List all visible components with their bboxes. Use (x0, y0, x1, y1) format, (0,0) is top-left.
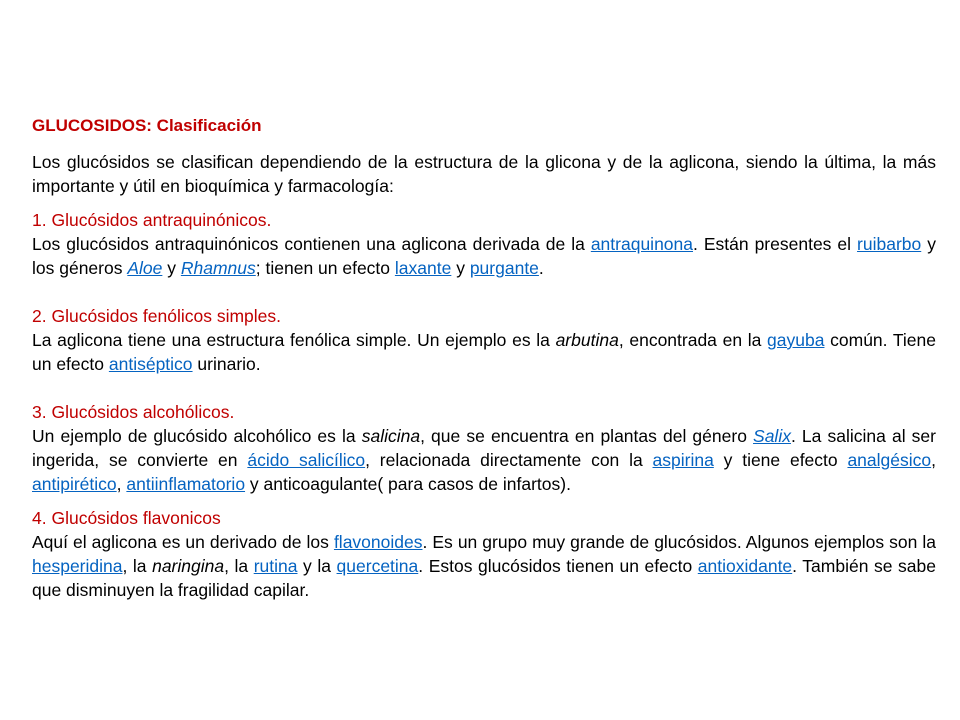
link-flavonoides[interactable]: flavonoides (333, 532, 423, 552)
link-text: Salix (753, 426, 791, 446)
link-laxante[interactable]: laxante (394, 258, 452, 278)
text: Aquí el aglicona es un derivado de los (32, 532, 334, 552)
link-text: Rhamnus (180, 258, 256, 278)
link-antipiretico[interactable]: antipirético (32, 474, 117, 494)
text: , (931, 450, 936, 470)
text: , encontrada en la (618, 330, 768, 350)
text: y (162, 258, 181, 278)
section-antraquinonicos (32, 208, 936, 280)
section-heading: 1. Glucósidos antraquinónicos. (32, 210, 272, 230)
section-body (32, 530, 936, 602)
intro-paragraph (32, 150, 936, 198)
section-body (32, 328, 936, 376)
link-antiseptico[interactable]: antiséptico (108, 354, 193, 374)
text: , relacionada directamente con la (365, 450, 653, 470)
link-analgesico[interactable]: analgésico (847, 450, 932, 470)
text: y la (297, 556, 337, 576)
section-fenolicos (32, 304, 936, 376)
text: Los glucósidos antraquinónicos contienen una aglicona derivada de la (32, 234, 591, 254)
text: . Están presentes el (693, 234, 858, 254)
slide-title: GLUCOSIDOS: Clasificación (32, 116, 262, 135)
text: y anticoagulante( para casos de infartos). (245, 474, 571, 494)
intro-text: Los glucósidos se clasifican dependiendo de la estructura de la glicona y de la aglicona, siendo la última, la más importante y útil en bioquímica y farmacología: (32, 152, 936, 196)
slide-content (32, 114, 936, 602)
text: Un ejemplo de glucósido alcohólico es la (32, 426, 362, 446)
link-salix[interactable] (753, 426, 791, 446)
italic-term: arbutina (555, 330, 619, 350)
text: y los géneros (32, 234, 936, 278)
section-heading: 3. Glucósidos alcohólicos. (32, 402, 235, 422)
link-acido-salicilico[interactable]: ácido salicílico (247, 450, 366, 470)
link-rutina[interactable]: rutina (253, 556, 298, 576)
link-purgante[interactable]: purgante (469, 258, 539, 278)
text: urinario. (192, 354, 261, 374)
link-antiinflamatorio[interactable]: antiinflamatorio (126, 474, 246, 494)
text: y (451, 258, 470, 278)
section-body (32, 424, 936, 496)
link-aspirina[interactable]: aspirina (652, 450, 714, 470)
section-body (32, 232, 936, 280)
section-heading: 4. Glucósidos flavonicos (32, 508, 221, 528)
section-alcoholicos (32, 400, 936, 496)
link-antraquinona[interactable]: antraquinona (590, 234, 693, 254)
section-flavonicos (32, 506, 936, 602)
text: , la (122, 556, 153, 576)
link-aloe[interactable] (127, 258, 162, 278)
text: . También se sabe que disminuyen la fragilidad capilar. (32, 556, 936, 600)
link-antioxidante[interactable]: antioxidante (697, 556, 793, 576)
text: . La salicina al ser ingerida, se convierte en (32, 426, 936, 470)
text: . Es un grupo muy grande de glucósidos. Algunos ejemplos son la (422, 532, 936, 552)
italic-term: naringina (152, 556, 225, 576)
text: ; tienen un efecto (255, 258, 395, 278)
text: . (538, 258, 544, 278)
text: La aglicona tiene una estructura fenólica simple. Un ejemplo es la (32, 330, 556, 350)
text: , la (224, 556, 254, 576)
text: , (116, 474, 127, 494)
text: y tiene efecto (713, 450, 848, 470)
link-gayuba[interactable]: gayuba (767, 330, 825, 350)
text: . Estos glucósidos tienen un efecto (418, 556, 698, 576)
section-heading: 2. Glucósidos fenólicos simples. (32, 306, 281, 326)
link-hesperidina[interactable]: hesperidina (32, 556, 123, 576)
link-rhamnus[interactable] (181, 258, 256, 278)
link-ruibarbo[interactable]: ruibarbo (857, 234, 922, 254)
text: común. Tiene un efecto (32, 330, 937, 374)
link-quercetina[interactable]: quercetina (336, 556, 419, 576)
italic-term: salicina (361, 426, 421, 446)
text: , que se encuentra en plantas del género (420, 426, 754, 446)
link-text: Aloe (127, 258, 163, 278)
